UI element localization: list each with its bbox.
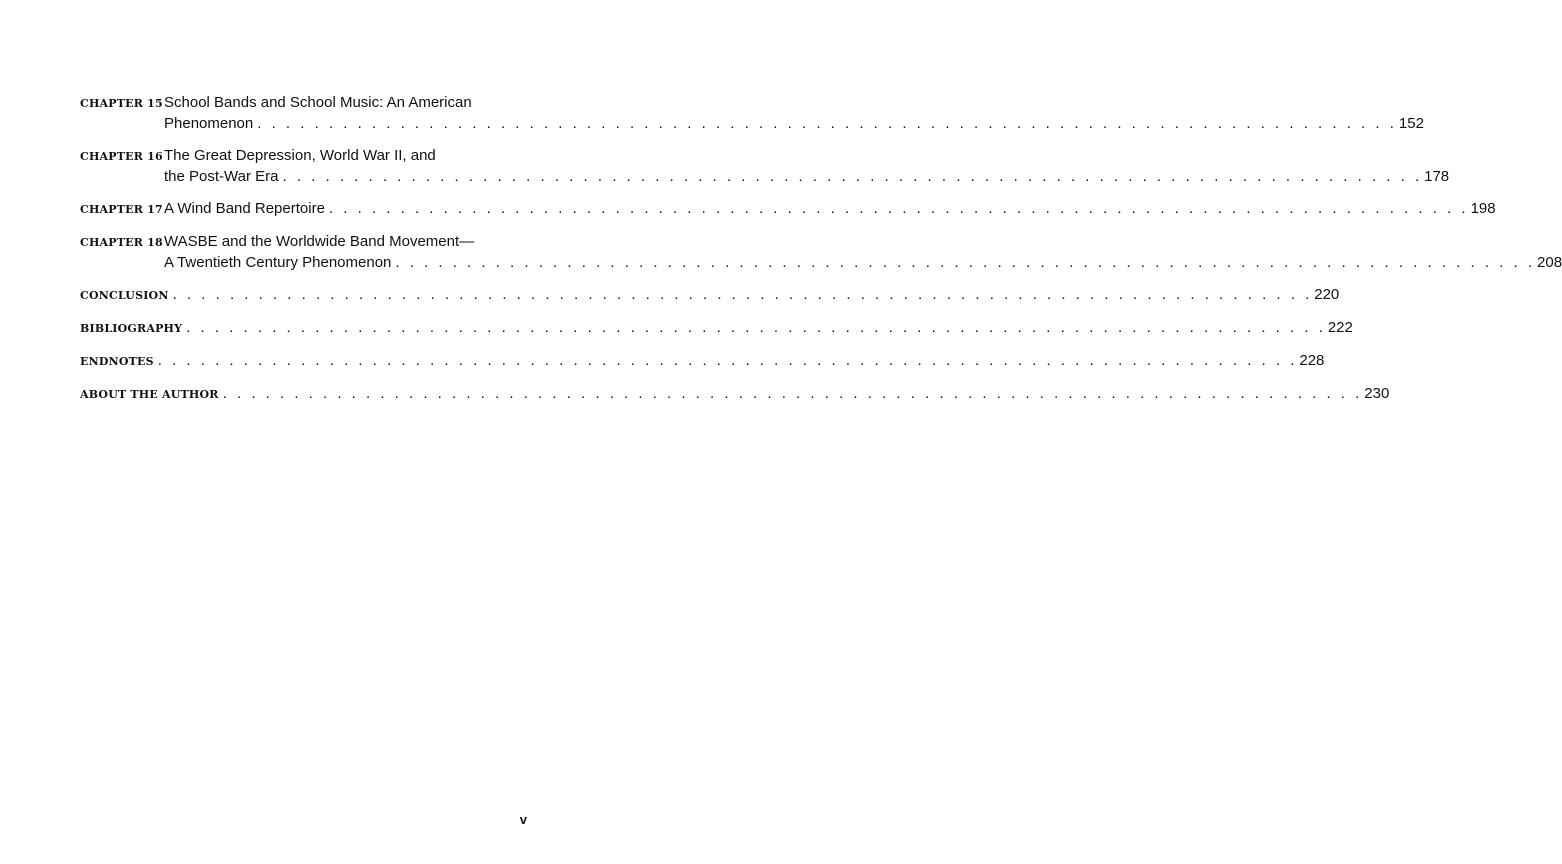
chapter-title-continued: Phenomenon: [164, 115, 254, 132]
chapter-title: School Bands and School Music: An American: [164, 94, 472, 111]
page-number: 230: [1364, 385, 1390, 402]
section-title: ENDNOTES: [80, 355, 154, 368]
chapter-number: CHAPTER 16: [80, 150, 163, 163]
dot-leader: . . . . . . . . . . . . . . . . . . . . . . . . . . . . . . . . . . . . . . . . . . . . . . . . . . . . . . . . . . . . . . . . . . . . . . . . . . . . . . . .: [172, 286, 1313, 303]
chapter-number: CHAPTER 15: [80, 97, 163, 110]
chapter-number: CHAPTER 18: [80, 236, 163, 249]
page-number: 208: [1537, 254, 1562, 271]
toc-entry-about-the-author[interactable]: [80, 383, 1390, 405]
page-number: 152: [1398, 115, 1424, 132]
toc-entry-conclusion[interactable]: [80, 284, 1340, 306]
toc-entry-chapter-16[interactable]: [80, 145, 1450, 187]
section-title: BIBLIOGRAPHY: [80, 322, 183, 335]
chapter-title-continued: the Post-War Era: [164, 168, 279, 185]
chapter-title: The Great Depression, World War II, and: [164, 147, 436, 164]
toc-entry-chapter-17[interactable]: [80, 198, 1496, 220]
table-of-contents: [80, 92, 1562, 416]
dot-leader: . . . . . . . . . . . . . . . . . . . . . . . . . . . . . . . . . . . . . . . . . . . . . . . . . . . . . . . . . . . . . . . . . . . . . . . . . . . . . . . .: [282, 168, 1423, 185]
chapter-title-continued: A Twentieth Century Phenomenon: [164, 254, 392, 271]
section-title: ABOUT THE AUTHOR: [80, 388, 219, 401]
toc-entry-endnotes[interactable]: [80, 350, 1325, 372]
toc-entry-chapter-15[interactable]: [80, 92, 1424, 134]
dot-leader: . . . . . . . . . . . . . . . . . . . . . . . . . . . . . . . . . . . . . . . . . . . . . . . . . . . . . . . . . . . . . . . . . . . . . . . . . . . . . . . .: [222, 385, 1363, 402]
toc-entry-bibliography[interactable]: [80, 317, 1353, 339]
page-number: 228: [1299, 352, 1325, 369]
page-number: 178: [1424, 168, 1450, 185]
dot-leader: . . . . . . . . . . . . . . . . . . . . . . . . . . . . . . . . . . . . . . . . . . . . . . . . . . . . . . . . . . . . . . . . . . . . . . . . . . . . . . . .: [157, 352, 1298, 369]
dot-leader: . . . . . . . . . . . . . . . . . . . . . . . . . . . . . . . . . . . . . . . . . . . . . . . . . . . . . . . . . . . . . . . . . . . . . . . . . . . . . . . .: [395, 254, 1536, 271]
dot-leader: . . . . . . . . . . . . . . . . . . . . . . . . . . . . . . . . . . . . . . . . . . . . . . . . . . . . . . . . . . . . . . . . . . . . . . . . . . . . . . . .: [328, 200, 1469, 217]
dot-leader: . . . . . . . . . . . . . . . . . . . . . . . . . . . . . . . . . . . . . . . . . . . . . . . . . . . . . . . . . . . . . . . . . . . . . . . . . . . . . . . .: [186, 319, 1326, 336]
dot-leader: . . . . . . . . . . . . . . . . . . . . . . . . . . . . . . . . . . . . . . . . . . . . . . . . . . . . . . . . . . . . . . . . . . . . . . . . . . . . . . . .: [257, 115, 1397, 132]
chapter-title: WASBE and the Worldwide Band Movement—: [164, 233, 475, 250]
page-folio: v: [519, 812, 527, 827]
page-number: 220: [1314, 286, 1340, 303]
toc-entry-chapter-18[interactable]: [80, 231, 1562, 273]
chapter-title: A Wind Band Repertoire: [164, 200, 325, 217]
chapter-number: CHAPTER 17: [80, 203, 163, 216]
section-title: CONCLUSION: [80, 289, 169, 302]
page-number: 222: [1327, 319, 1353, 336]
page-number: 198: [1470, 200, 1496, 217]
